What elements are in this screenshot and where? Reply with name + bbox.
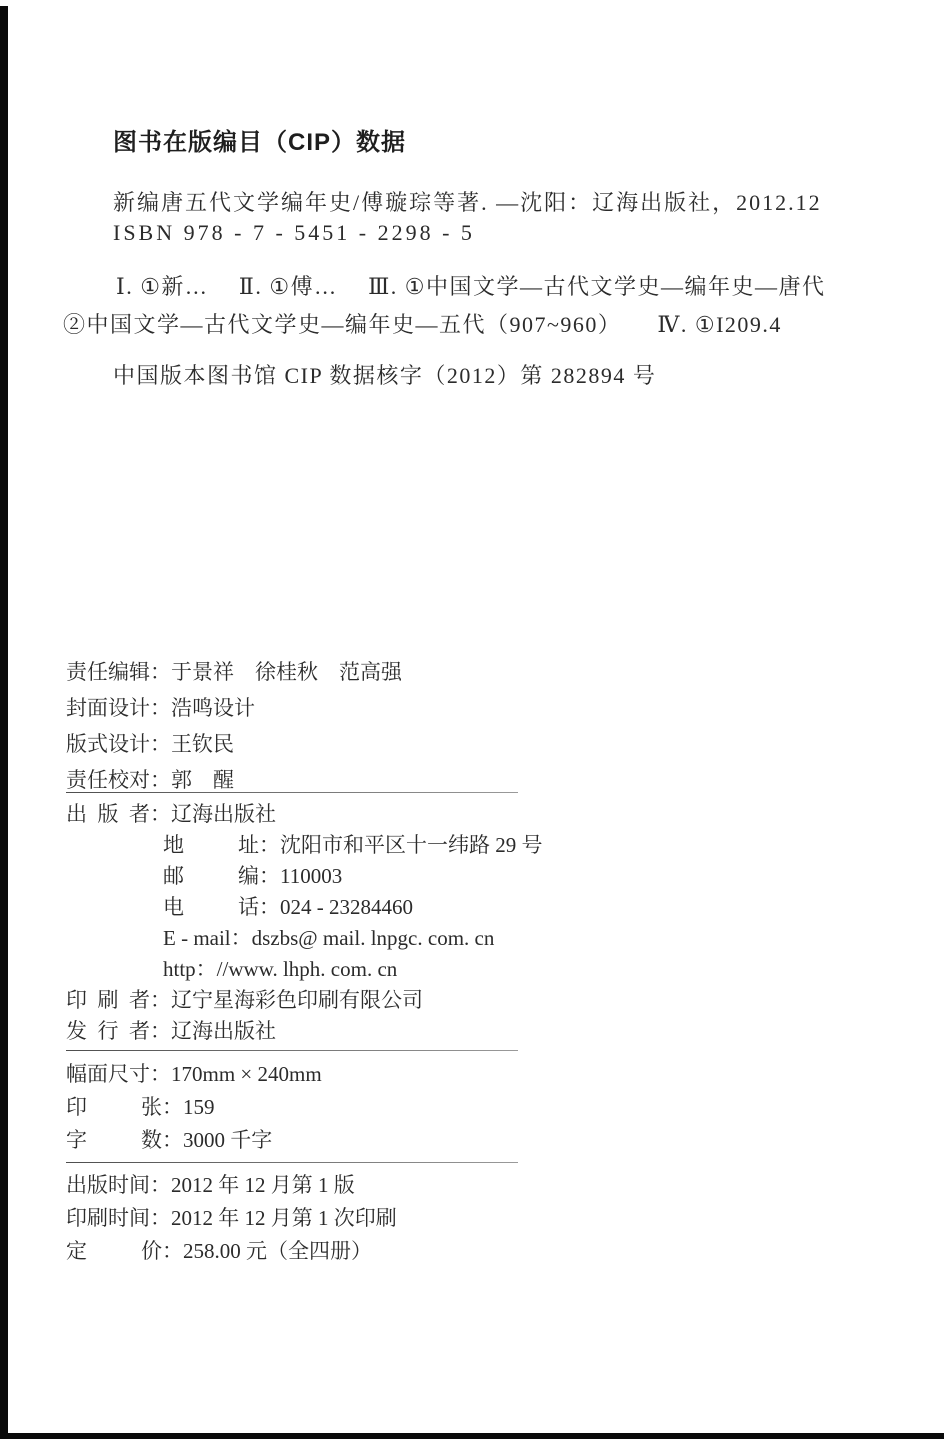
printer-value: 辽宁星海彩色印刷有限公司	[171, 988, 423, 1012]
scan-edge-bottom	[0, 1433, 944, 1439]
layout-design-row	[66, 726, 402, 762]
cover-design-label: 封面设计	[66, 696, 150, 720]
word-count-value: 3000 千字	[183, 1128, 273, 1152]
proofreader-value: 郭 醒	[171, 768, 234, 792]
classification-line-1: Ⅰ. ①新… Ⅱ. ①傅… Ⅲ. ①中国文学—古代文学史—编年史—唐代	[116, 274, 826, 299]
divider-line-3	[66, 1162, 518, 1163]
edition-block	[66, 1169, 397, 1268]
address-row	[163, 830, 543, 861]
address-value: 沈阳市和平区十一纬路 29 号	[280, 833, 543, 857]
cover-design-value: 浩鸣设计	[171, 696, 255, 720]
phone-row	[163, 892, 543, 923]
address-label: 地址	[163, 833, 259, 857]
colon: ：	[150, 768, 171, 792]
email-row: E - mail：dszbs@ mail. lnpgc. com. cn	[163, 926, 495, 950]
colon: ：	[162, 1095, 183, 1119]
cip-record-number: 中国版本图书馆 CIP 数据核字（2012）第 282894 号	[113, 363, 657, 388]
book-title-line: 新编唐五代文学编年史/傅璇琮等著. —沈阳：辽海出版社，2012.12	[113, 190, 822, 215]
colon: ：	[259, 895, 280, 919]
credits-block	[66, 654, 402, 798]
colon: ：	[150, 1062, 171, 1086]
print-date-row	[66, 1202, 397, 1235]
cip-heading: 图书在版编目（CIP）数据	[113, 129, 407, 156]
divider-line-2	[66, 1050, 518, 1051]
website-row: http：//www. lhph. com. cn	[163, 957, 398, 981]
postcode-value: 110003	[280, 864, 343, 888]
layout-design-label: 版式设计	[66, 732, 150, 756]
printer-row	[66, 985, 543, 1016]
printer-label: 印刷者	[66, 988, 150, 1012]
phone-value: 024 - 23284460	[280, 895, 413, 919]
publisher-block	[66, 799, 543, 1047]
print-date-label: 印刷时间	[66, 1206, 150, 1230]
colon: ：	[162, 1239, 183, 1263]
proofreader-label: 责任校对	[66, 768, 150, 792]
publisher-label: 出版者	[66, 802, 150, 826]
specs-block	[66, 1058, 322, 1157]
colon: ：	[259, 864, 280, 888]
classification-line-2: ②中国文学—古代文学史—编年史—五代（907~960） Ⅳ. ①I209.4	[63, 312, 782, 337]
pub-date-row	[66, 1169, 397, 1202]
cover-design-row	[66, 690, 402, 726]
publisher-row	[66, 799, 543, 830]
price-value: 258.00 元（全四册）	[183, 1239, 372, 1263]
sheets-row	[66, 1091, 322, 1124]
isbn-line: ISBN 978 - 7 - 5451 - 2298 - 5	[113, 220, 475, 245]
layout-design-value: 王钦民	[171, 732, 234, 756]
phone-label: 电话	[163, 895, 259, 919]
pub-date-label: 出版时间	[66, 1173, 150, 1197]
colon: ：	[150, 1206, 171, 1230]
colon: ：	[150, 1173, 171, 1197]
colon: ：	[150, 1019, 171, 1043]
colon: ：	[150, 732, 171, 756]
colon: ：	[150, 660, 171, 684]
colon: ：	[150, 696, 171, 720]
size-label: 幅面尺寸	[66, 1062, 150, 1086]
postcode-label: 邮编	[163, 864, 259, 888]
price-label: 定价	[66, 1239, 162, 1263]
word-count-label: 字数	[66, 1128, 162, 1152]
colon: ：	[259, 833, 280, 857]
scan-edge-left	[0, 6, 8, 1439]
colon: ：	[162, 1128, 183, 1152]
postcode-row	[163, 861, 543, 892]
size-value: 170mm × 240mm	[171, 1062, 322, 1086]
distributor-row	[66, 1016, 543, 1047]
divider-line-1	[66, 792, 518, 793]
sheets-value: 159	[183, 1095, 215, 1119]
editor-label: 责任编辑	[66, 660, 150, 684]
publisher-value: 辽海出版社	[171, 802, 276, 826]
pub-date-value: 2012 年 12 月第 1 版	[171, 1173, 355, 1197]
editor-value: 于景祥 徐桂秋 范高强	[171, 660, 402, 684]
sheets-label: 印张	[66, 1095, 162, 1119]
editor-row	[66, 654, 402, 690]
word-count-row	[66, 1124, 322, 1157]
distributor-label: 发行者	[66, 1019, 150, 1043]
size-row	[66, 1058, 322, 1091]
print-date-value: 2012 年 12 月第 1 次印刷	[171, 1206, 397, 1230]
distributor-value: 辽海出版社	[171, 1019, 276, 1043]
colon: ：	[150, 802, 171, 826]
colon: ：	[150, 988, 171, 1012]
price-row	[66, 1235, 397, 1268]
